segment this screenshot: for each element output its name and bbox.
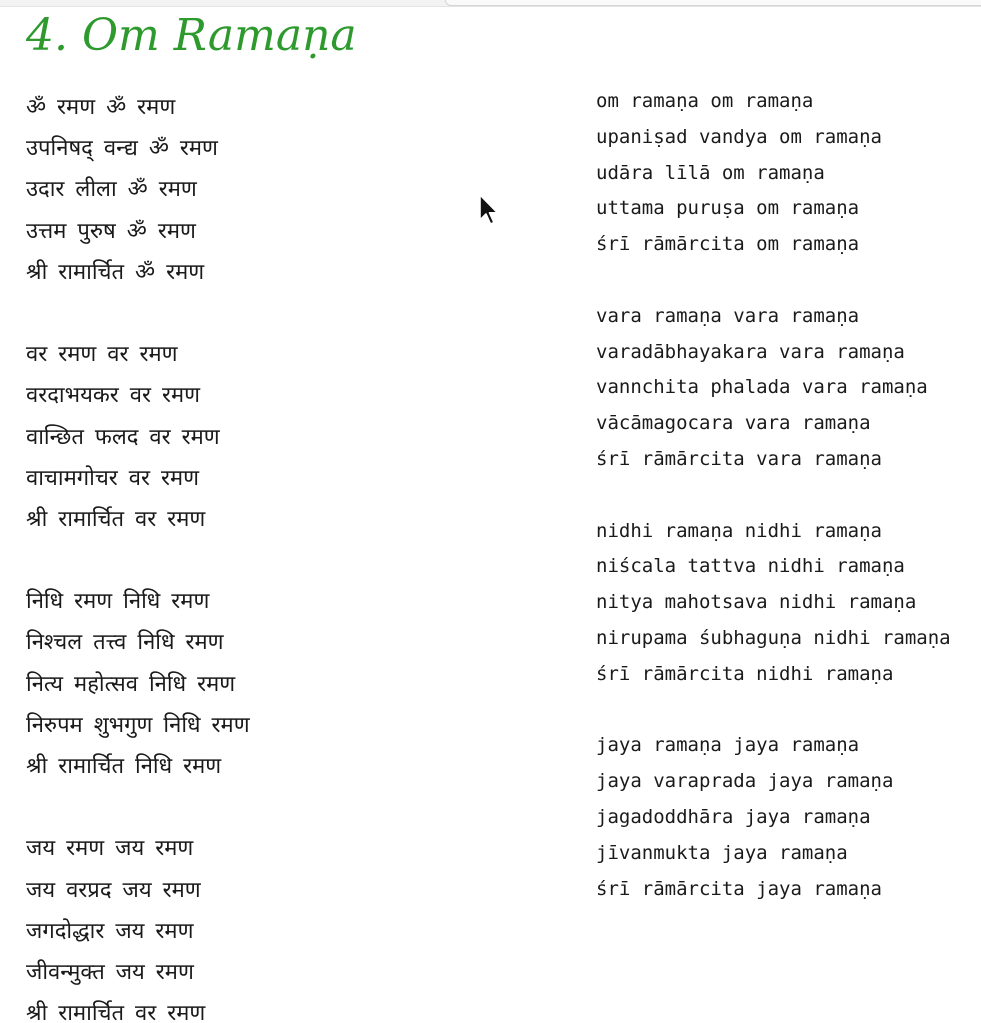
devanagari-line: जगदोद्धार जय रमण [26,918,194,944]
devanagari-stanza [26,334,566,540]
devanagari-line: वर रमण वर रमण [26,342,178,368]
devanagari-line: वाचामगोचर वर रमण [26,465,200,491]
transliteration-line: śrī rāmārcita vara ramaṇa [596,447,882,470]
transliteration-stanza [596,514,981,693]
transliteration-line: nitya mahotsava nidhi ramaṇa [596,591,917,614]
devanagari-stanza [26,87,566,293]
devanagari-stanza [26,828,566,1023]
transliteration-line: nirupama śubhaguṇa nidhi ramaṇa [596,626,951,649]
transliteration-line: jīvanmukta jaya ramaṇa [596,841,848,864]
transliteration-line: varadābhayakara vara ramaṇa [596,340,905,363]
devanagari-line: श्री रामार्चित ॐ रमण [26,259,205,285]
transliteration-line: jaya ramaṇa jaya ramaṇa [596,734,860,757]
transliteration-stanza [596,728,981,907]
transliteration-line: vara ramaṇa vara ramaṇa [596,304,860,327]
devanagari-line: उपनिषद् वन्द्य ॐ रमण [26,136,218,162]
transliteration-line: vannchita phalada vara ramaṇa [596,376,928,399]
devanagari-line: श्री रामार्चित निधि रमण [26,754,222,779]
devanagari-line: निरुपम शुभगुण निधि रमण [26,712,250,738]
devanagari-line: निधि रमण निधि रमण [26,589,210,615]
toolbar-panel-edge [445,0,981,6]
devanagari-line: जय वरप्रद जय रमण [26,877,201,903]
transliteration-line: jaya varaprada jaya ramaṇa [596,770,894,793]
transliteration-line: nidhi ramaṇa nidhi ramaṇa [596,519,882,542]
devanagari-line: ॐ रमण ॐ रमण [26,95,176,120]
devanagari-line: श्री रामार्चित वर रमण [26,1001,206,1023]
devanagari-line: वान्छित फलद वर रमण [26,424,220,450]
devanagari-line: श्री रामार्चित वर रमण [26,506,206,532]
transliteration-line: om ramaṇa om ramaṇa [596,90,814,112]
devanagari-stanza [26,581,566,787]
transliteration-stanza [596,299,981,478]
transliteration-line: vācāmagocara vara ramaṇa [596,412,871,435]
transliteration-line: śrī rāmārcita jaya ramaṇa [596,877,882,900]
transliteration-column [596,84,981,943]
transliteration-stanza [596,84,981,263]
devanagari-line: जीवन्मुक्त जय रमण [26,959,194,985]
transliteration-line: uttama puruṣa om ramaṇa [596,197,860,220]
page-title: 4. Om Ramaṇa [26,10,357,61]
transliteration-line: śrī rāmārcita nidhi ramaṇa [596,662,894,685]
devanagari-line: उदार लीला ॐ रमण [26,177,197,203]
transliteration-line: udāra līlā om ramaṇa [596,161,825,184]
devanagari-line: नित्य महोत्सव निधि रमण [26,671,236,697]
transliteration-line: jagadoddhāra jaya ramaṇa [596,805,871,828]
transliteration-line: upaniṣad vandya om ramaṇa [596,125,882,148]
devanagari-line: उत्तम पुरुष ॐ रमण [26,218,196,244]
mouse-pointer-icon [478,194,500,230]
devanagari-line: निश्चल तत्त्व निधि रमण [26,630,224,656]
transliteration-line: śrī rāmārcita om ramaṇa [596,233,860,256]
devanagari-line: जय रमण जय रमण [26,836,194,862]
devanagari-line: वरदाभयकर वर रमण [26,383,201,409]
transliteration-line: niścala tattva nidhi ramaṇa [596,555,905,578]
